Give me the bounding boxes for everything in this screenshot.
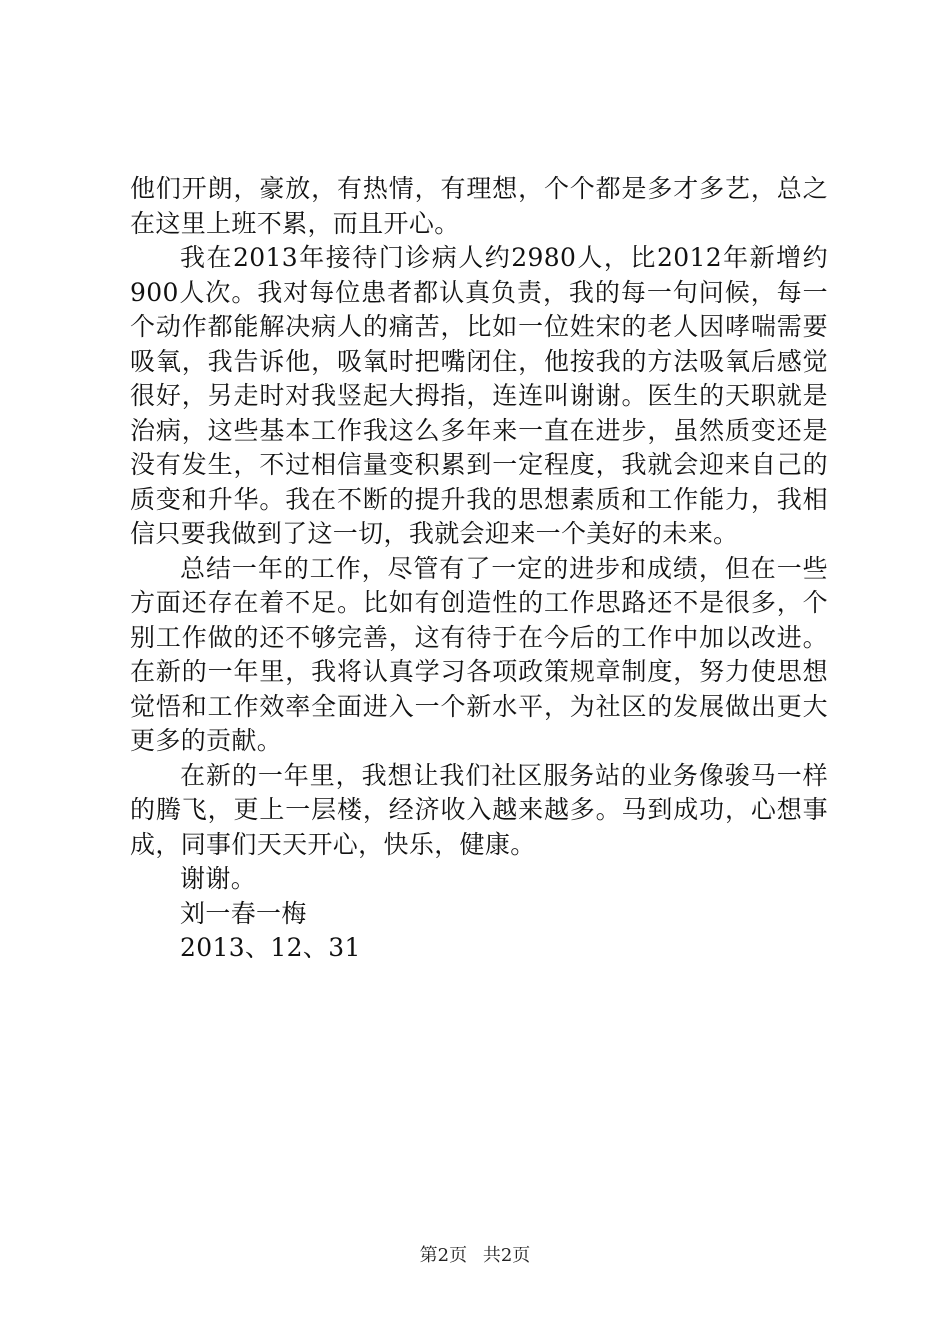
page-footer (0, 1245, 950, 1267)
page-total: 共2页 (482, 1245, 531, 1266)
signature: 刘一春一梅 (180, 898, 307, 928)
paragraph-patient-stats: 我在2013年接待门诊病人约2980人，比2012年新增约900人次。我对每位患者都认真负责，我的每一句问候，每一个动作都能解决病人的痛苦，比如一位姓宋的老人因哮喘需要吸氧，我告诉他，吸氧时把嘴闭住，他按我的方法吸氧后感觉很好，另走时对我竖起大拇指，连连叫谢谢。医生的天职就是治病，这些基本工作我这么多年来一直在进步，虽然质变还是没有发生，不过相信量变积累到一定程度，我就会迎来自己的质变和升华。我在不断的提升我的思想素质和工作能力，我相信只要我做到了这一切，我就会迎来一个美好的未来。 (130, 243, 828, 548)
paragraph-summary: 总结一年的工作，尽管有了一定的进步和成绩，但在一些方面还存在着不足。比如有创造性的工作思路还不是很多，个别工作做的还不够完善，这有待于在今后的工作中加以改进。在新的一年里，我将认真学习各项政策规章制度，努力使思想觉悟和工作效率全面进入一个新水平，为社区的发展做出更大更多的贡献。 (130, 553, 828, 755)
paragraph-continuation: 他们开朗，豪放，有热情，有理想，个个都是多才多艺，总之在这里上班不累，而且开心。 (130, 174, 828, 238)
page-number: 第2页 (419, 1245, 468, 1266)
paragraph-new-year: 在新的一年里，我想让我们社区服务站的业务像骏马一样的腾飞，更上一层楼，经济收入越来越多。马到成功，心想事成，同事们天天开心，快乐，健康。 (130, 760, 828, 859)
closing-thanks: 谢谢。 (180, 864, 257, 893)
document-body (130, 172, 828, 966)
signature-date: 2013、12、31 (180, 933, 361, 962)
